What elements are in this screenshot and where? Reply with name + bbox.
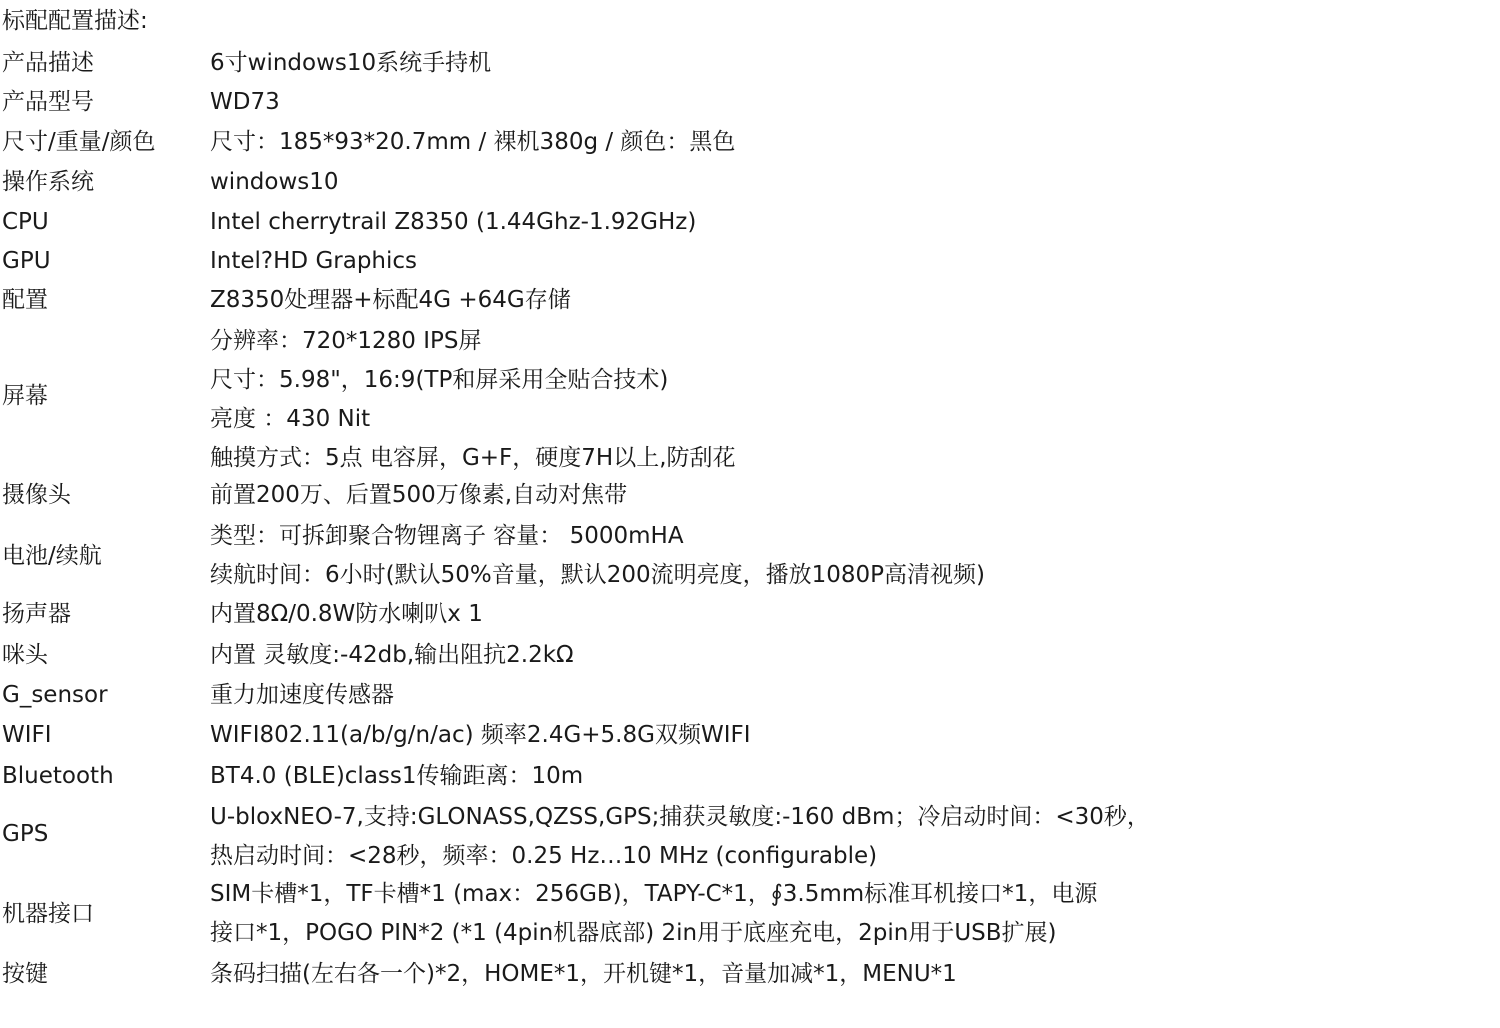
spec-label: 产品型号 bbox=[2, 89, 94, 115]
spec-value-line: 类型：可拆卸聚合物锂离子 容量： 5000mHA bbox=[210, 523, 684, 549]
spec-label: 操作系统 bbox=[2, 169, 94, 195]
spec-values bbox=[210, 761, 583, 791]
spec-values bbox=[210, 127, 735, 157]
spec-label: 按键 bbox=[2, 961, 48, 987]
spec-values bbox=[210, 207, 696, 237]
spec-values bbox=[210, 879, 1097, 948]
spec-value-line: 热启动时间：<28秒，频率：0.25 Hz…10 MHz (configurable) bbox=[210, 843, 878, 869]
spec-value-line: 触摸方式：5点 电容屏，G+F，硬度7H以上,防刮花 bbox=[210, 445, 736, 471]
spec-label: 咪头 bbox=[2, 642, 48, 668]
spec-values bbox=[210, 246, 417, 276]
spec-values bbox=[210, 802, 1150, 871]
spec-value-line: 亮度 ：430 Nit bbox=[210, 406, 371, 432]
spec-value-line: Z8350处理器+标配4G +64G存储 bbox=[210, 287, 571, 313]
spec-label: 产品描述 bbox=[2, 50, 94, 76]
spec-values bbox=[210, 285, 571, 315]
spec-value-line: 续航时间：6小时(默认50%音量，默认200流明亮度，播放1080P高清视频) bbox=[210, 562, 986, 588]
spec-values bbox=[210, 521, 985, 590]
spec-values bbox=[210, 720, 751, 750]
spec-value-line: WIFI802.11(a/b/g/n/ac) 频率2.4G+5.8G双频WIFI bbox=[210, 722, 751, 748]
spec-label: CPU bbox=[2, 209, 49, 235]
spec-label: Bluetooth bbox=[2, 763, 114, 789]
spec-label: 尺寸/重量/颜色 bbox=[2, 129, 156, 155]
spec-value-line: 内置 灵敏度:-42db,输出阻抗2.2kΩ bbox=[210, 642, 574, 668]
spec-values bbox=[210, 167, 339, 197]
spec-values bbox=[210, 640, 574, 670]
spec-label: 摄像头 bbox=[2, 482, 71, 508]
spec-label: GPS bbox=[2, 821, 49, 847]
spec-values bbox=[210, 480, 627, 510]
spec-value-line: Intel cherrytrail Z8350 (1.44Ghz-1.92GHz) bbox=[210, 209, 697, 235]
spec-value-line: 尺寸：185*93*20.7mm / 裸机380g / 颜色：黑色 bbox=[210, 129, 736, 155]
spec-value-line: 分辨率：720*1280 IPS屏 bbox=[210, 328, 482, 354]
spec-values bbox=[210, 48, 491, 78]
spec-label: 配置 bbox=[2, 287, 48, 313]
spec-value-line: BT4.0 (BLE)class1传输距离：10m bbox=[210, 763, 584, 789]
spec-label: 机器接口 bbox=[2, 901, 94, 927]
spec-value-line: 接口*1，POGO PIN*2 (*1 (4pin机器底部) 2in用于底座充电，2pin用于USB扩展) bbox=[210, 920, 1057, 946]
spec-value-line: WD73 bbox=[210, 89, 280, 115]
document-title: 标配配置描述: bbox=[2, 8, 148, 34]
spec-value-line: 内置8Ω/0.8W防水喇叭x 1 bbox=[210, 601, 483, 627]
spec-label: 屏幕 bbox=[2, 383, 48, 409]
spec-values bbox=[210, 680, 394, 710]
spec-label: WIFI bbox=[2, 722, 52, 748]
spec-label: 电池/续航 bbox=[2, 543, 102, 569]
spec-value-line: 前置200万、后置500万像素,自动对焦带 bbox=[210, 482, 628, 508]
spec-value-line: 重力加速度传感器 bbox=[210, 682, 394, 708]
spec-value-line: 尺寸：5.98"，16:9(TP和屏采用全贴合技术) bbox=[210, 367, 669, 393]
spec-values bbox=[210, 599, 483, 629]
spec-values bbox=[210, 87, 280, 117]
spec-label: GPU bbox=[2, 248, 51, 274]
spec-value-line: SIM卡槽*1，TF卡槽*1 (max：256GB)，TAPY-C*1，∮3.5mm标准耳机接口*1，电源 bbox=[210, 881, 1098, 907]
spec-value-line: windows10 bbox=[210, 169, 339, 195]
spec-values bbox=[210, 959, 957, 989]
spec-label: 扬声器 bbox=[2, 601, 71, 627]
spec-value-line: 6寸windows10系统手持机 bbox=[210, 50, 492, 76]
spec-label: G_sensor bbox=[2, 682, 108, 708]
spec-values bbox=[210, 326, 736, 473]
spec-value-line: 条码扫描(左右各一个)*2，HOME*1，开机键*1，音量加减*1，MENU*1 bbox=[210, 961, 957, 987]
spec-value-line: U-bloxNEO-7,支持:GLONASS,QZSS,GPS;捕获灵敏度:-160 dBm；冷启动时间：<30秒， bbox=[210, 804, 1150, 830]
spec-value-line: Intel?HD Graphics bbox=[210, 248, 418, 274]
